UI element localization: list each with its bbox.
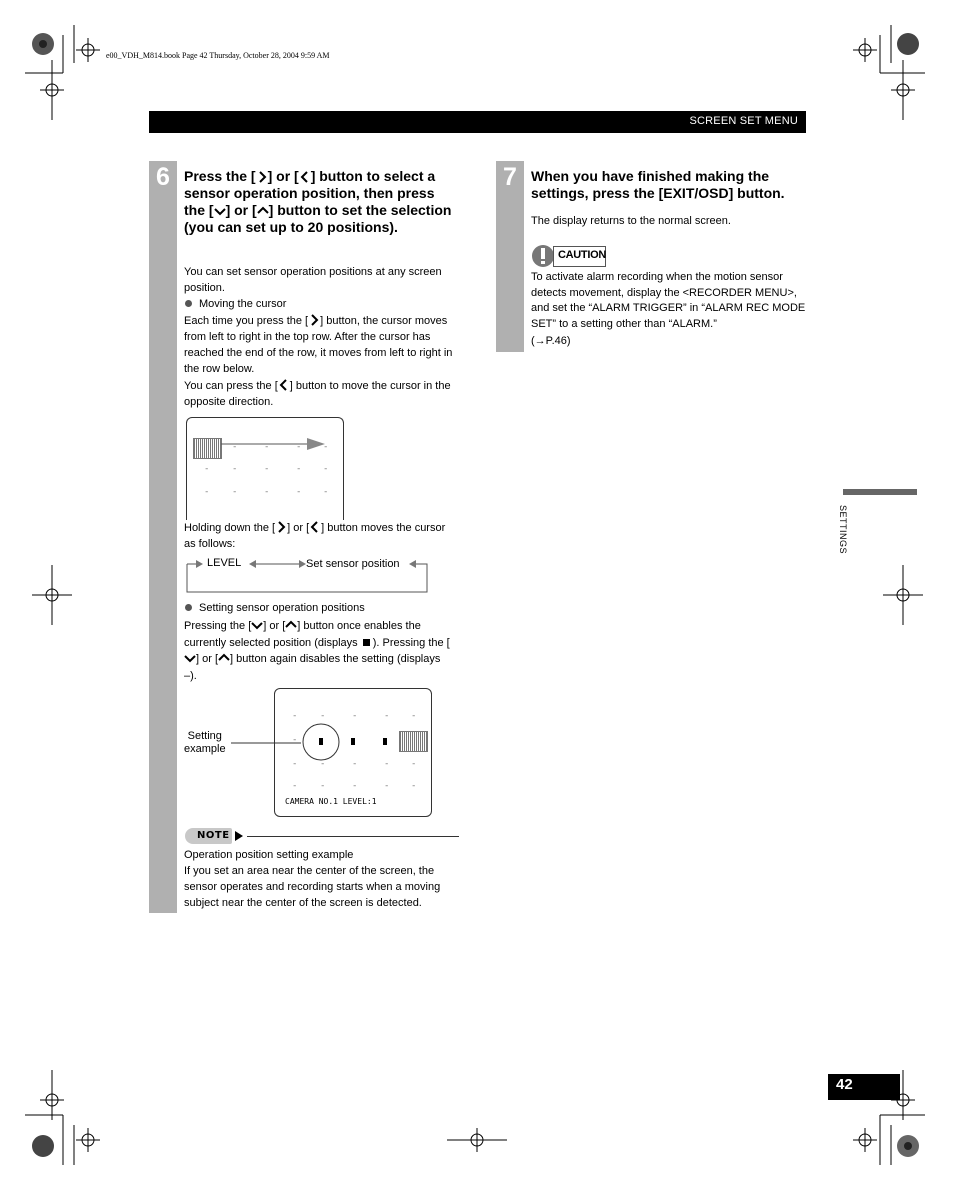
heading-text: Press the [ bbox=[184, 168, 256, 184]
note-title: Operation position setting example bbox=[184, 849, 354, 861]
heading-text: ] button to select a sensor operation position, then press the [ bbox=[184, 168, 436, 218]
para-text: You can press the [ bbox=[184, 380, 278, 392]
section-tab-label: SETTINGS bbox=[838, 505, 848, 555]
cursor-block bbox=[399, 731, 428, 752]
bullet-icon bbox=[185, 604, 192, 611]
grid-mark: - bbox=[296, 442, 302, 452]
cursor-block bbox=[193, 438, 222, 459]
grid-mark: - bbox=[384, 711, 390, 721]
grid-mark: - bbox=[352, 781, 358, 791]
grid-mark: - bbox=[411, 781, 417, 791]
note-header bbox=[185, 828, 459, 844]
note-rule bbox=[247, 836, 459, 837]
cursor-direction-arrow bbox=[221, 437, 331, 457]
filled-square-icon bbox=[361, 636, 373, 648]
left-arrow-button-icon bbox=[299, 171, 311, 183]
right-arrow-button-icon bbox=[308, 314, 320, 326]
grid-mark: - bbox=[292, 711, 298, 721]
step-7-number: 7 bbox=[503, 163, 517, 191]
grid-mark: - bbox=[264, 464, 270, 474]
osd-status-line: CAMERA NO.1 LEVEL:1 bbox=[285, 797, 377, 806]
para-text: ] button to move the cursor in the opposite direction. bbox=[184, 380, 451, 408]
grid-mark: - bbox=[384, 781, 390, 791]
page-number-box bbox=[828, 1074, 900, 1100]
grid-mark: - bbox=[320, 781, 326, 791]
step-6-heading bbox=[184, 168, 459, 236]
grid-mark: - bbox=[323, 464, 329, 474]
bullet-moving-cursor bbox=[184, 296, 286, 312]
bullet-text: Moving the cursor bbox=[199, 298, 287, 310]
flow-sensor-label: Set sensor position bbox=[306, 558, 400, 570]
grid-mark: - bbox=[204, 464, 210, 474]
file-info: e00_VDH_M814.book Page 42 Thursday, October 28, 2004 9:59 AM bbox=[106, 51, 330, 60]
grid-mark: - bbox=[352, 759, 358, 769]
grid-mark: - bbox=[204, 487, 210, 497]
step-6-para3 bbox=[184, 618, 456, 684]
grid-mark: - bbox=[352, 711, 358, 721]
grid-mark: - bbox=[384, 759, 390, 769]
down-arrow-button-icon bbox=[214, 205, 226, 217]
section-tab-bar bbox=[843, 489, 917, 495]
enabled-position-mark bbox=[383, 738, 387, 745]
step-6-intro: You can set sensor operation positions at any screen position. bbox=[184, 266, 442, 294]
grid-mark: - bbox=[323, 487, 329, 497]
heading-text: ] button to set the selection (you can set up to 20 positions). bbox=[184, 202, 452, 235]
para-text: Each time you press the [ bbox=[184, 315, 309, 327]
grid-mark: - bbox=[320, 759, 326, 769]
grid-mark: - bbox=[323, 442, 329, 452]
flow-level-label: LEVEL bbox=[207, 557, 242, 569]
para-text: ] button again disables the setting (displays –). bbox=[184, 653, 441, 682]
bullet-text: Setting sensor operation positions bbox=[199, 602, 365, 614]
page-number: 42 bbox=[836, 1076, 853, 1093]
note-arrow-icon bbox=[233, 830, 245, 842]
up-arrow-button-icon bbox=[257, 205, 269, 217]
setting-example-screen bbox=[274, 688, 432, 817]
section-title: SCREEN SET MENU bbox=[689, 115, 798, 127]
grid-mark: - bbox=[264, 442, 270, 452]
grid-mark: - bbox=[292, 759, 298, 769]
para-text: ] or [ bbox=[287, 522, 310, 534]
para-text: ] button moves the cursor as follows: bbox=[184, 522, 446, 550]
up-arrow-button-icon bbox=[218, 652, 230, 664]
left-arrow-button-icon bbox=[278, 379, 290, 391]
hold-description bbox=[184, 520, 459, 552]
note-label: NOTE bbox=[197, 830, 230, 841]
para-text: Pressing the [ bbox=[184, 620, 252, 632]
callout-line bbox=[231, 741, 301, 745]
bullet-setting-positions bbox=[184, 600, 365, 616]
down-arrow-button-icon bbox=[184, 652, 196, 664]
grid-mark: - bbox=[264, 487, 270, 497]
up-arrow-button-icon bbox=[285, 619, 297, 631]
highlight-circle bbox=[301, 722, 341, 762]
grid-mark: - bbox=[292, 735, 298, 745]
para-text: ] or [ bbox=[263, 620, 286, 632]
grid-mark: - bbox=[296, 464, 302, 474]
para-text: ] button, the cursor moves from left to right in the top row. After the cursor has reached the end of the row, it moves from left to right in the row below. bbox=[184, 315, 453, 375]
note-body: If you set an area near the center of the screen, the sensor operates and recording starts when a moving subject near the center of the screen is detected. bbox=[184, 865, 441, 909]
grid-mark: - bbox=[411, 759, 417, 769]
para-text: Holding down the [ bbox=[184, 522, 276, 534]
para-text: ] button once enables the currently selected position (displays bbox=[184, 620, 421, 649]
caution-label: CAUTION bbox=[558, 249, 607, 261]
right-arrow-button-icon bbox=[275, 521, 287, 533]
right-arrow-button-icon bbox=[256, 171, 268, 183]
step-6-para1 bbox=[184, 313, 459, 377]
caution-page-ref: (→P.46) bbox=[531, 335, 571, 347]
step-6-number: 6 bbox=[156, 163, 170, 191]
grid-mark: - bbox=[292, 781, 298, 791]
step-7-heading: When you have finished making the settings, press the [EXIT/OSD] button. bbox=[531, 168, 785, 201]
heading-text: ] or [ bbox=[267, 168, 299, 184]
step-6-para2 bbox=[184, 378, 459, 410]
step-6-bar bbox=[149, 161, 177, 913]
caution-badge bbox=[531, 244, 605, 268]
grid-mark: - bbox=[320, 711, 326, 721]
para-text: ). Pressing the [ bbox=[372, 636, 450, 649]
grid-mark: - bbox=[411, 711, 417, 721]
para-text: ] or [ bbox=[196, 653, 219, 665]
section-header bbox=[149, 111, 806, 133]
down-arrow-button-icon bbox=[251, 619, 263, 631]
grid-mark: - bbox=[232, 487, 238, 497]
setting-example-callout: Setting example bbox=[184, 730, 226, 755]
cursor-movement-screen bbox=[186, 417, 344, 528]
step-7-body: The display returns to the normal screen. bbox=[531, 215, 731, 227]
grid-mark: - bbox=[232, 464, 238, 474]
bullet-icon bbox=[185, 300, 192, 307]
enabled-position-mark bbox=[351, 738, 355, 745]
grid-mark: - bbox=[296, 487, 302, 497]
caution-text: To activate alarm recording when the motion sensor detects movement, display the <RECORDER MENU>, and set the “ALARM TRIGGER” in “ALARM REC MODE SET” to a setting other than “ALARM.” bbox=[531, 271, 806, 330]
grid-mark: - bbox=[232, 442, 238, 452]
heading-text: ] or [ bbox=[225, 202, 257, 218]
left-arrow-button-icon bbox=[309, 521, 321, 533]
